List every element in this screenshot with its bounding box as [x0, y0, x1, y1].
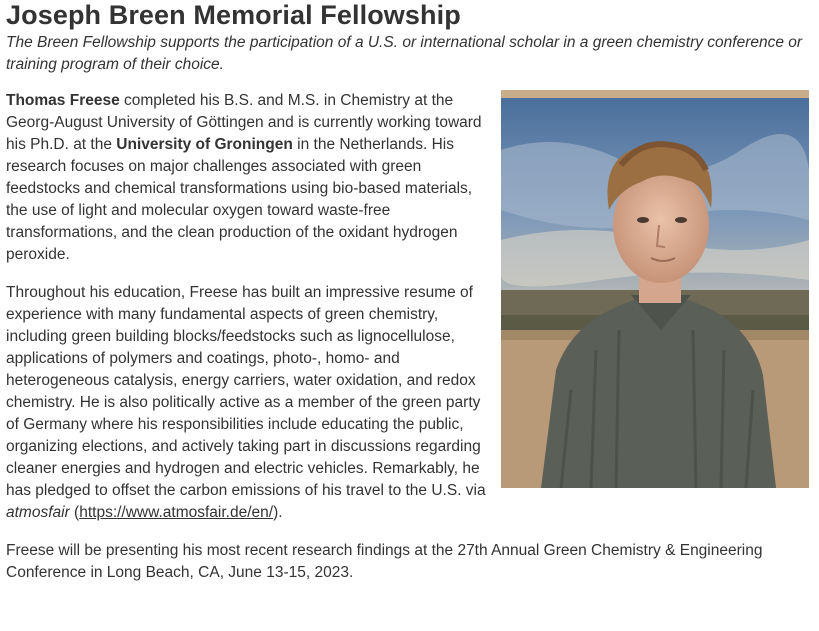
page-title: Joseph Breen Memorial Fellowship — [6, 0, 461, 30]
person-name: Thomas Freese — [6, 92, 120, 109]
bio-paragraph-1: Thomas Freese completed his B.S. and M.S. in Chemistry at the Georg-August University of Göttingen and is currently working toward his Ph.D. at the University of Groningen in the Netherlands. His research focuses on major challenges associated with green feedstocks and chemical transformations using bio-based materials, the use of light and molecular oxygen toward waste-free transformations, and the clean production of the oxidant hydrogen peroxide. — [6, 92, 482, 263]
university-name: University of Groningen — [116, 136, 293, 153]
intro-text: The Breen Fellowship supports the participation of a U.S. or international scholar in a green chemistry conference or training program of their choice. — [6, 34, 803, 73]
bio-paragraph-2: Throughout his education, Freese has built an impressive resume of experience with many fundamental aspects of green chemistry, including green building blocks/feedstocks such as lignocellulose, applications of polymers and coatings, photo-, homo- and heterogeneous catalysis, energy carriers, water oxidation, and redox chemistry. He is also politically active as a member of the green party of Germany where his responsibilities include educating the public, organizing elections, and actively taking part in discussions regarding cleaner energies and hydrogen and electric vehicles. Remarkably, he has pledged to offset the carbon emissions of his travel to the U.S. via atmosfair (https://www.atmosfair.de/en/). — [6, 284, 486, 521]
org-name: atmosfair — [6, 504, 70, 521]
article-body — [6, 90, 813, 584]
portrait-photo — [501, 90, 809, 488]
bio-paragraph-3: Freese will be presenting his most recent research findings at the 27th Annual Green Chemistry & Engineering Conference in Long Beach, CA, June 13-15, 2023. — [6, 542, 763, 581]
atmosfair-link[interactable]: https://www.atmosfair.de/en/ — [79, 504, 274, 521]
